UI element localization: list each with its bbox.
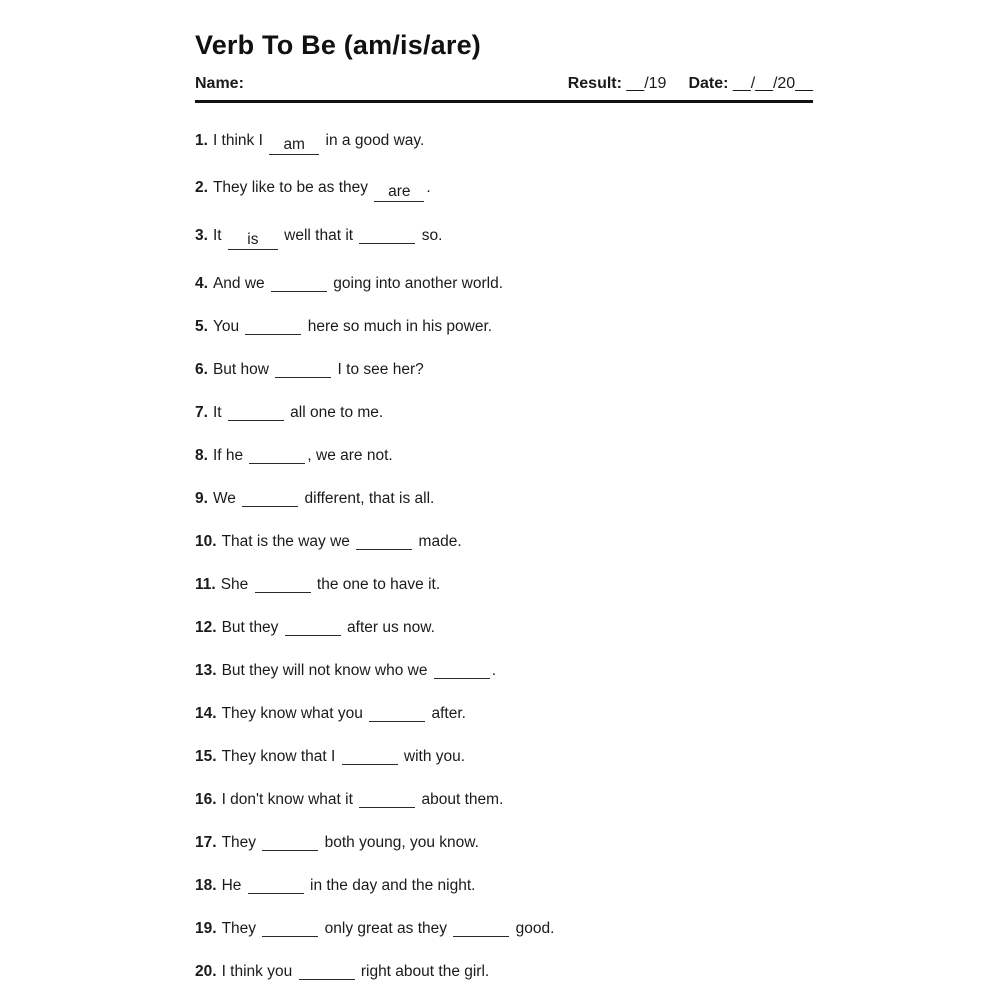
- question-row: [195, 531, 813, 551]
- question-text: in the day and the night.: [305, 877, 476, 894]
- question-row: [195, 316, 813, 336]
- question-row: [195, 131, 813, 155]
- question-number: 4.: [195, 275, 208, 292]
- question-row: [195, 832, 813, 852]
- question-row: [195, 178, 813, 202]
- question-number: 9.: [195, 490, 208, 507]
- question-number: 8.: [195, 447, 208, 464]
- question-number: 19.: [195, 920, 217, 937]
- question-text: .: [491, 662, 497, 679]
- worksheet-content: [195, 30, 813, 1004]
- question-text: It: [212, 404, 226, 421]
- date-field: [688, 75, 813, 93]
- question-text: That is the way we: [221, 533, 355, 550]
- question-number: 10.: [195, 533, 217, 550]
- answer-blank: [434, 660, 490, 679]
- question-row: [195, 746, 813, 766]
- answer-blank: [248, 875, 304, 894]
- question-text: with you.: [399, 748, 466, 765]
- question-text: the one to have it.: [312, 576, 441, 593]
- question-number: 11.: [195, 576, 216, 593]
- question-text: They know what you: [221, 705, 368, 722]
- answer-blank: [262, 918, 318, 937]
- worksheet-header: [195, 75, 813, 103]
- question-text: You: [212, 318, 244, 335]
- answer-blank: [342, 746, 398, 765]
- question-text: about them.: [417, 791, 504, 808]
- question-number: 14.: [195, 705, 217, 722]
- question-number: 1.: [195, 132, 208, 149]
- question-text: well that it: [279, 227, 358, 244]
- answer-blank: [249, 445, 305, 464]
- question-text: only great as they: [320, 920, 452, 937]
- question-text: But how: [212, 361, 274, 378]
- page-title: Verb To Be (am/is/are): [195, 30, 482, 60]
- date-value: __/__/20__: [732, 75, 813, 92]
- question-row: [195, 703, 813, 723]
- question-text: different, that is all.: [300, 490, 435, 507]
- question-row: [195, 488, 813, 508]
- question-number: 17.: [195, 834, 217, 851]
- question-number: 7.: [195, 404, 208, 421]
- question-text: both young, you know.: [320, 834, 479, 851]
- question-text: here so much in his power.: [303, 318, 493, 335]
- answer-blank: [228, 402, 284, 421]
- question-number: 12.: [195, 619, 217, 636]
- question-text: all one to me.: [285, 404, 384, 421]
- question-text: We: [212, 490, 241, 507]
- answer-blank: [255, 574, 311, 593]
- question-text: good.: [511, 920, 555, 937]
- answer-blank: [369, 703, 425, 722]
- question-number: 3.: [195, 227, 208, 244]
- question-row: [195, 445, 813, 465]
- question-row: [195, 402, 813, 422]
- question-row: [195, 961, 813, 981]
- answer-blank: [453, 918, 509, 937]
- questions-list: [195, 131, 813, 981]
- result-label: Result:: [567, 75, 622, 92]
- question-number: 20.: [195, 963, 217, 980]
- question-text: I to see her?: [333, 361, 424, 378]
- question-number: 16.: [195, 791, 217, 808]
- question-text: going into another world.: [328, 275, 504, 292]
- answer-blank: [359, 789, 415, 808]
- answer-blank: [245, 316, 301, 335]
- question-row: [195, 660, 813, 680]
- answer-blank: [285, 617, 341, 636]
- question-row: [195, 617, 813, 637]
- answer-blank-filled: is: [228, 231, 278, 250]
- answer-blank: [262, 832, 318, 851]
- question-row: [195, 918, 813, 938]
- question-text: I don't know what it: [221, 791, 358, 808]
- question-row: [195, 225, 813, 250]
- question-row: [195, 359, 813, 379]
- question-text: It: [212, 227, 226, 244]
- answer-blank: [356, 531, 412, 550]
- answer-blank: [275, 359, 331, 378]
- question-text: I think I: [212, 132, 268, 149]
- answer-blank: [359, 225, 415, 244]
- question-text: She: [220, 576, 253, 593]
- question-row: [195, 875, 813, 895]
- question-text: They: [221, 920, 261, 937]
- header-right: [568, 75, 813, 93]
- question-text: , we are not.: [307, 447, 393, 464]
- question-row: [195, 273, 813, 293]
- question-text: He: [221, 877, 246, 894]
- question-number: 5.: [195, 318, 208, 335]
- answer-blank: [242, 488, 298, 507]
- question-row: [195, 789, 813, 809]
- question-number: 13.: [195, 662, 217, 679]
- question-text: And we: [212, 275, 269, 292]
- question-number: 18.: [195, 877, 217, 894]
- question-text: I think you: [221, 963, 297, 980]
- question-text: after us now.: [342, 619, 435, 636]
- question-text: They like to be as they: [212, 179, 373, 196]
- question-text: so.: [417, 227, 443, 244]
- result-value: __/19: [626, 75, 667, 92]
- answer-blank: [299, 961, 355, 980]
- question-text: They: [221, 834, 261, 851]
- question-text: right about the girl.: [356, 963, 490, 980]
- question-text: But they will not know who we: [221, 662, 432, 679]
- question-text: But they: [221, 619, 283, 636]
- question-text: after.: [427, 705, 466, 722]
- question-number: 15.: [195, 748, 217, 765]
- question-text: .: [426, 179, 431, 196]
- question-number: 6.: [195, 361, 208, 378]
- date-label: Date:: [688, 75, 729, 92]
- answer-blank-filled: are: [374, 183, 424, 202]
- result-field: [568, 75, 667, 93]
- question-row: [195, 574, 813, 594]
- question-text: made.: [414, 533, 462, 550]
- answer-blank-filled: am: [269, 136, 319, 155]
- question-text: They know that I: [221, 748, 340, 765]
- question-text: in a good way.: [321, 132, 425, 149]
- question-number: 2.: [195, 179, 208, 196]
- name-label: Name:: [195, 75, 244, 92]
- answer-blank: [271, 273, 327, 292]
- question-text: If he: [212, 447, 248, 464]
